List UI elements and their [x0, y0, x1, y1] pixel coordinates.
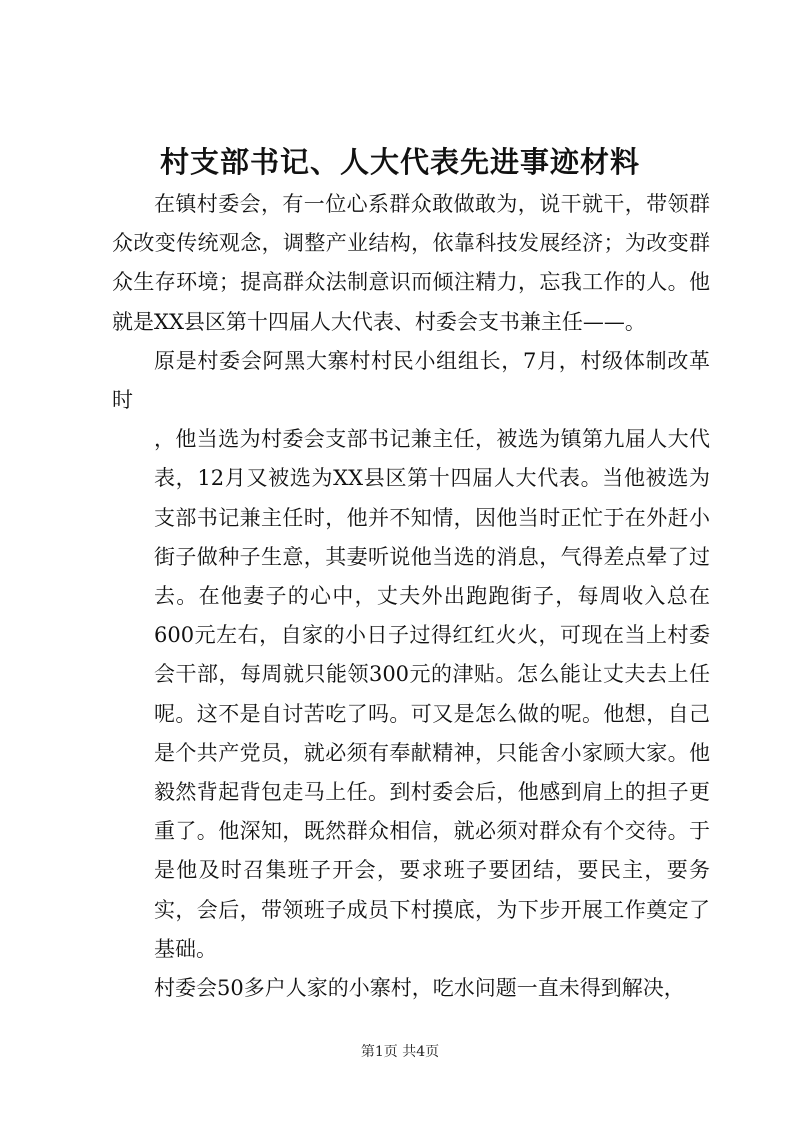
page-number-footer: 第1页 共4页 — [360, 1044, 440, 1060]
document-title: 村支部书记、人大代表先进事迹材料 — [159, 145, 640, 179]
paragraph-election: ，他当选为村委会支部书记兼主任，被选为镇第九届人大代表，12月又被选为XX县区第十四届人大代表。当他被选为支部书记兼主任时，他并不知情，因他当时正忙于在外赶小街子做种子生意，其妻听说他当选的消息，气得差点晕了过去。在他妻子的心中，丈夫外出跑跑街子，每周收入总在600元左右，自家的小日子过得红红火火，可现在当上村委会干部，每周就只能领300元的津贴。怎么能让丈夫去上任呢。这不是自讨苦吃了吗。可又是怎么做的呢。他想，自己是个共产党员，就必须有奉献精神，只能舍小家顾大家。他毅然背起背包走马上任。到村委会后，他感到肩上的担子更重了。他深知，既然群众相信，就必须对群众有个交待。于是他及时召集班子开会，要求班子要团结，要民主，要务实，会后，带领班子成员下村摸底，为下步开展工作奠定了基础。 — [154, 427, 710, 961]
paragraph-intro: 在镇村委会，有一位心系群众敢做敢为，说干就干，带领群众改变传统观念，调整产业结构，依靠科技发展经济；为改变群众生存环境；提高群众法制意识而倾注精力，忘我工作的人。他就是XX县区第十四届人大代表、村委会支书兼主任——。 — [112, 192, 710, 334]
paragraph-background: 原是村委会阿黑大寨村村民小组组长，7月，村级体制改革时 — [112, 348, 710, 413]
paragraph-water-issue: 村委会50多户人家的小寨村，吃水问题一直未得到解决， — [154, 976, 685, 1001]
document-body — [112, 185, 710, 1008]
